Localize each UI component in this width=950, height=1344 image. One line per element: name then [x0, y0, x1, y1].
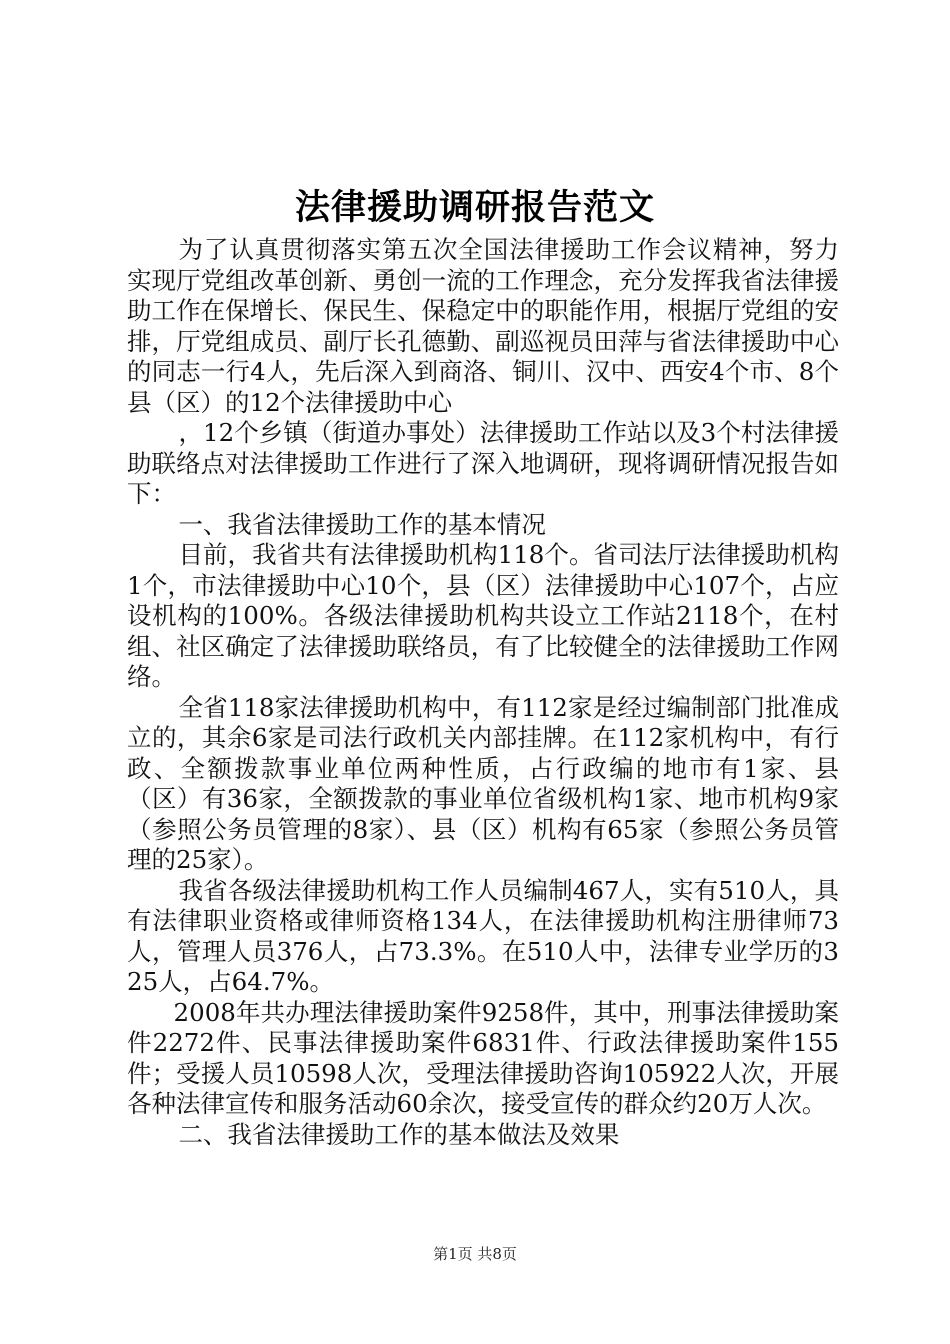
paragraph-staffing: 我省各级法律援助机构工作人员编制467人，实有510人，具有法律职业资格或律师资格134人，在法律援助机构注册律师73人，管理人员376人，占73.3%。在510人中，法律专业学历的325人，占64.7%。: [127, 875, 839, 996]
page-number-footer: 第1页 共8页: [433, 1245, 517, 1263]
paragraph-approval: 全省118家法律援助机构中，有112家是经过编制部门批准成立的，其余6家是司法行政机关内部挂牌。在112家机构中，有行政、全额拨款事业单位两种性质，占行政编的地市有1家、县（区）有36家，全额拨款的事业单位省级机构1家、地市机构9家（参照公务员管理的8家）、县（区）机构有65家（参照公务员管理的25家）。: [127, 692, 839, 874]
paragraph-intro: 为了认真贯彻落实第五次全国法律援助工作会议精神，努力实现厅党组改革创新、勇创一流的工作理念，充分发挥我省法律援助工作在保增长、保民生、保稳定中的职能作用，根据厅党组的安排，厅党组成员、副厅长孔德勤、副巡视员田萍与省法律援助中心的同志一行4人，先后深入到商洛、铜川、汉中、西安4个市、8个县（区）的12个法律援助中心: [127, 235, 839, 417]
section-heading-2: 二、我省法律援助工作的基本做法及效果: [178, 1119, 620, 1149]
paragraph-cases-2008: 2008年共办理法律援助案件9258件，其中，刑事法律援助案件2272件、民事法律援助案件6831件、行政法律援助案件155件；受援人员10598人次，受理法律援助咨询105922人次，开展各种法律宣传和服务活动60余次，接受宣传的群众约20万人次。: [127, 997, 839, 1118]
paragraph-intro-continued: ，12个乡镇（街道办事处）法律援助工作站以及3个村法律援助联络点对法律援助工作进行了深入地调研，现将调研情况报告如下：: [127, 418, 839, 508]
document-body: [127, 235, 839, 1150]
paragraph-institutions: 目前，我省共有法律援助机构118个。省司法厅法律援助机构1个，市法律援助中心10个，县（区）法律援助中心107个，占应设机构的100%。各级法律援助机构共设立工作站2118个，在村组、社区确定了法律援助联络员，有了比较健全的法律援助工作网络。: [127, 540, 839, 691]
section-heading-1: 一、我省法律援助工作的基本情况: [178, 509, 546, 539]
document-title: 法律援助调研报告范文: [294, 187, 655, 228]
